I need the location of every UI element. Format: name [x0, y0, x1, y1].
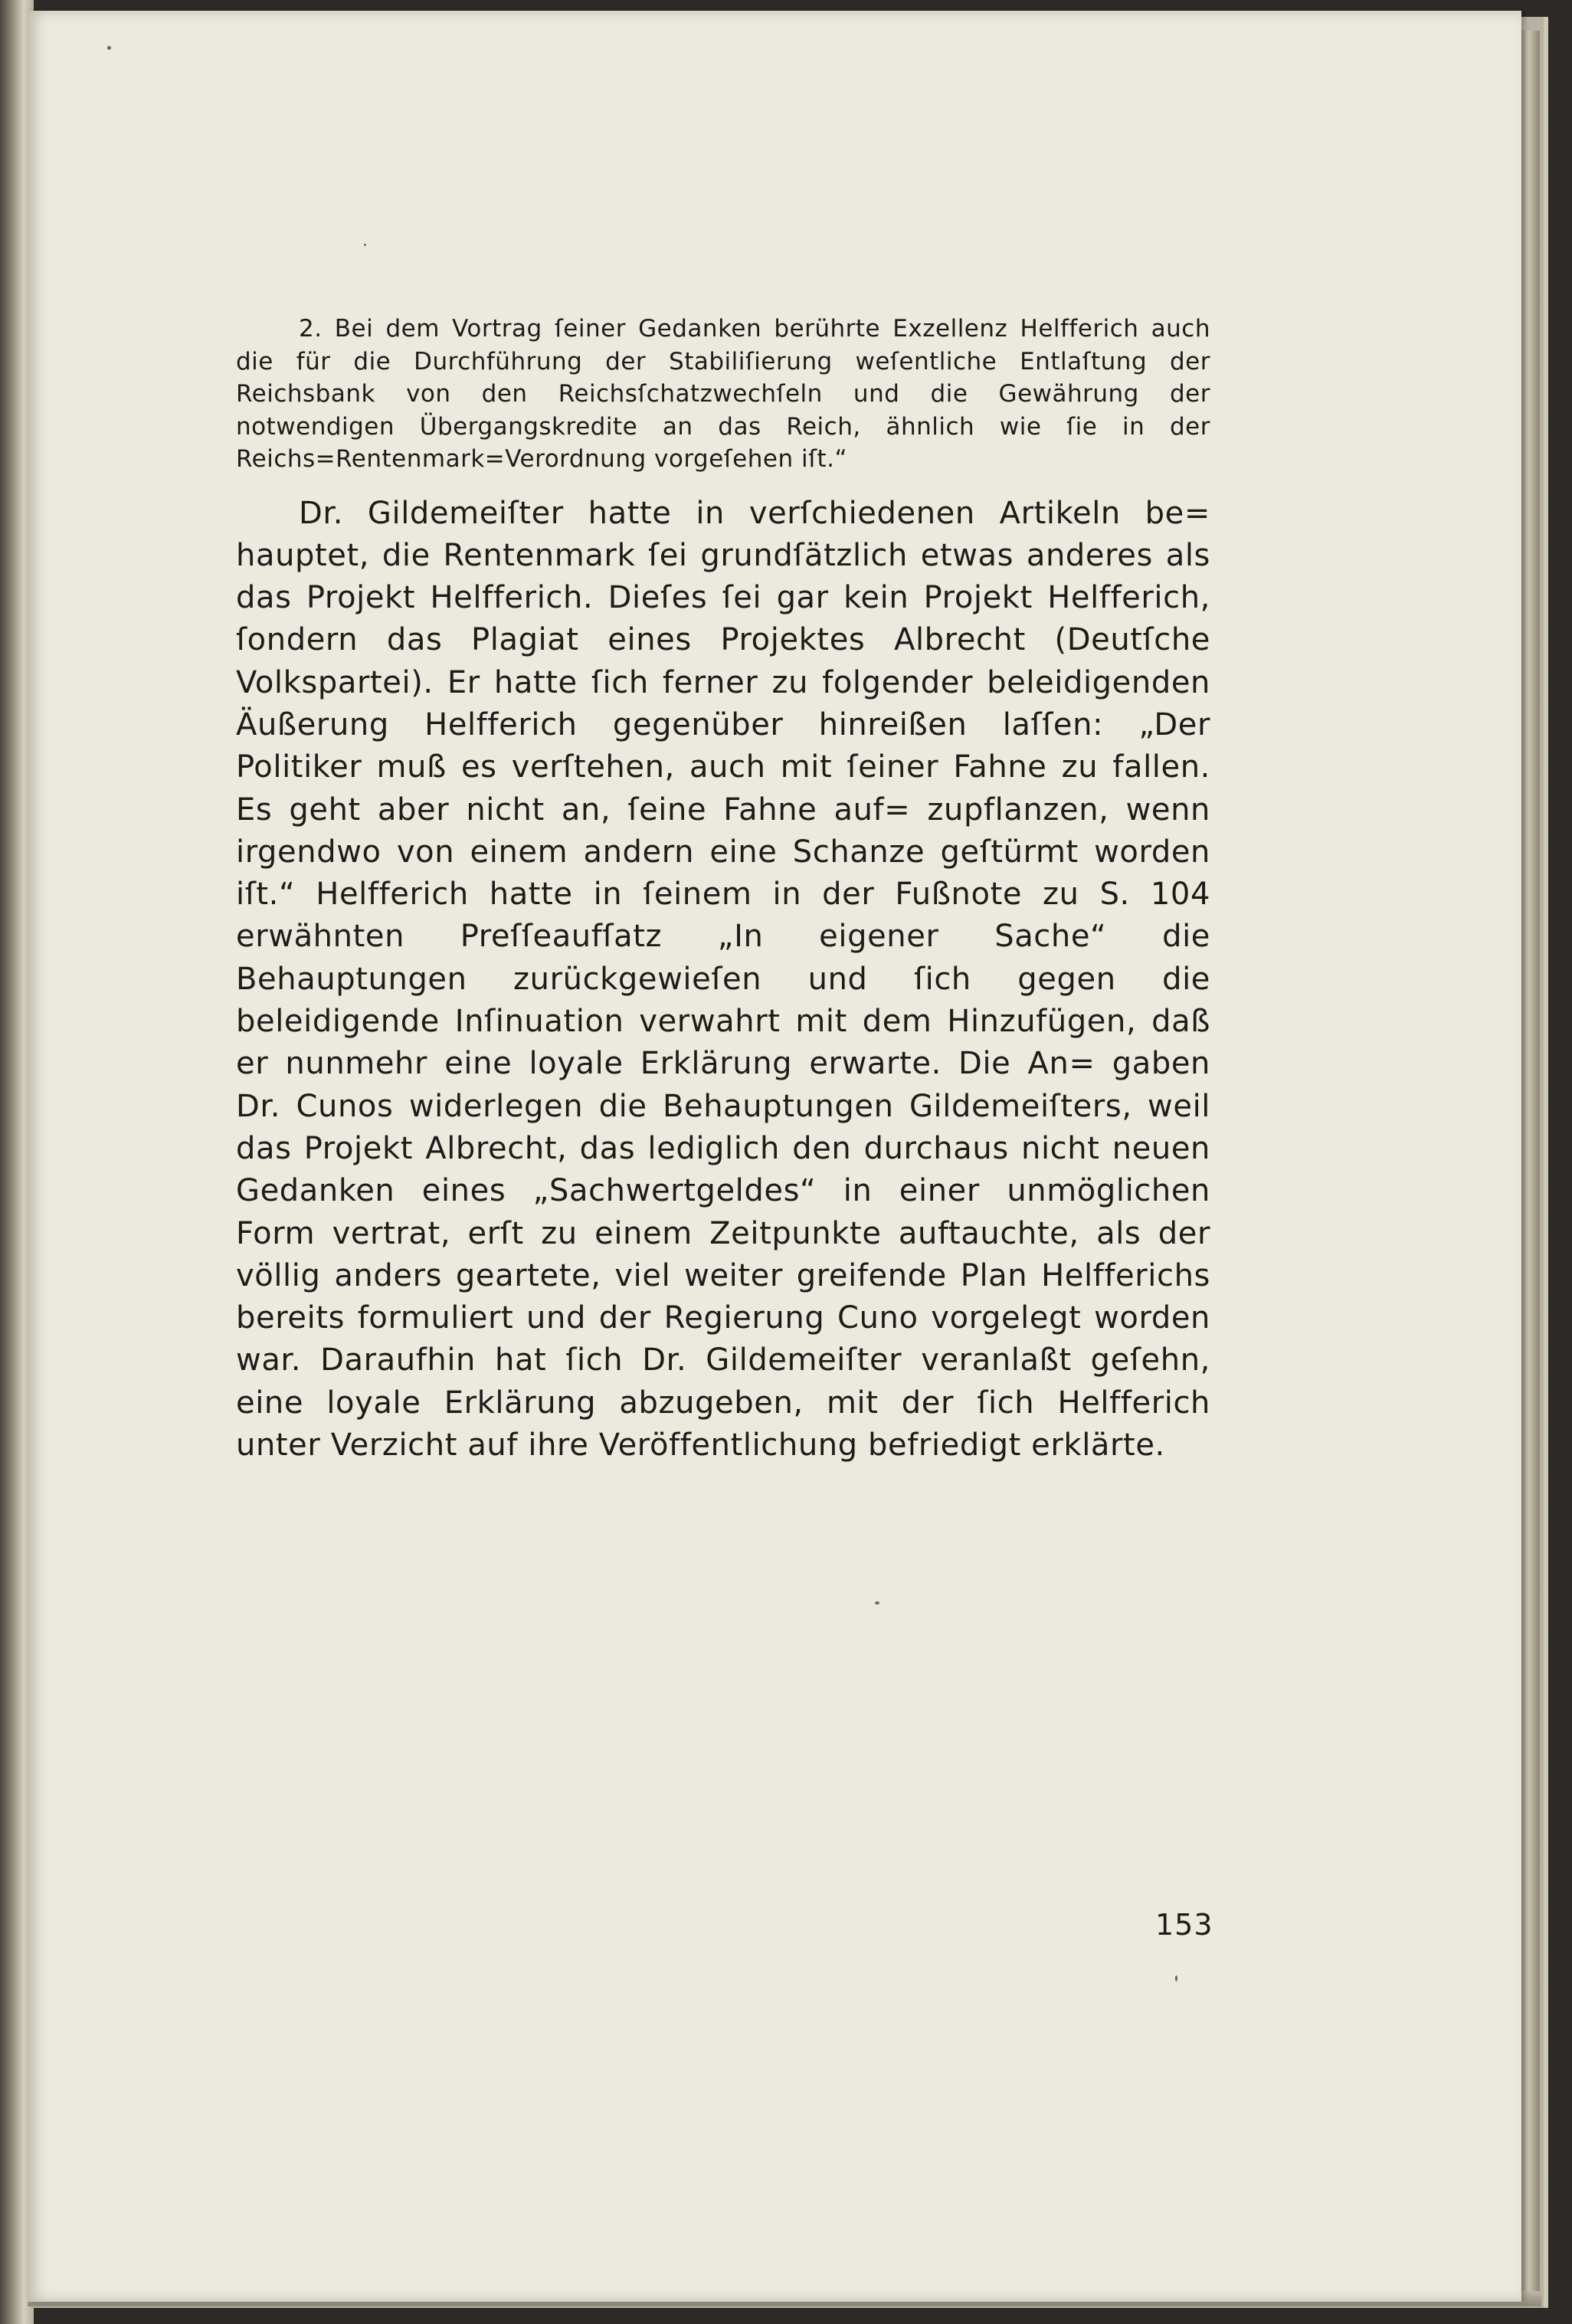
paper-speck — [875, 1601, 879, 1605]
page-body — [236, 313, 1210, 1467]
page-edge-right — [1521, 31, 1540, 2299]
paper-speck — [364, 244, 366, 246]
quote-paragraph-text: 2. Bei dem Vortrag ſeiner Gedanken berührte Exzellenz Helfferich auch die für die Durchführung der Stabiliſierung weſentliche Entlaſtung der Reichsbank von den Reichsſchatzwechſeln und die Gewährung der notwendigen Übergangskredite an das Reich, ähnlich wie ſie in der Reichs=Rentenmark=Verordnung vorgeſehen iſt.“ — [236, 315, 1210, 473]
paper-speck — [1175, 1975, 1177, 1981]
main-paragraph — [236, 493, 1210, 1467]
main-paragraph-text: Dr. Gildemeiſter hatte in verſchiedenen Artikeln be= hauptet, die Rentenmark ſei grundſätzlich etwas anderes als das Projekt Helfferich. Dieſes ſei gar kein Projekt Helfferich, ſondern das Plagiat eines Projektes Albrecht (Deutſche Volkspartei). Er hatte ſich ferner zu folgender beleidigenden Äußerung Helfferich gegenüber hinreißen laſſen: „Der Politiker muß es verſtehen, auch mit ſeiner Fahne zu fallen. Es geht aber nicht an, ſeine Fahne auf= zupflanzen, wenn irgendwo von einem andern eine Schanze geſtürmt worden iſt.“ Helfferich hatte in ſeinem in der Fußnote zu S. 104 erwähnten Preſſeaufſatz „In eigener Sache“ die Behauptungen zurückgewieſen und ſich gegen die beleidigende Inſinuation verwahrt mit dem Hinzufügen, daß er nunmehr eine loyale Erklärung erwarte. Die An= gaben Dr. Cunos widerlegen die Behauptungen Gildemeiſters, weil das Projekt Albrecht, das lediglich den durchaus nicht neuen Gedanken eines „Sachwertgeldes“ in einer unmöglichen Form vertrat, erſt zu einem Zeitpunkte auftauchte, als der völlig anders geartete, viel weiter greifende Plan Helfferichs bereits formuliert und der Regierung Cuno vorgelegt worden war. Daraufhin hat ſich Dr. Gildemeiſter veranlaßt geſehn, eine loyale Erklärung abzugeben, mit der ſich Helfferich unter Verzicht auf ihre Veröffentlichung befriedigt erklärte. — [236, 495, 1210, 1464]
paper-speck — [107, 46, 111, 50]
quote-paragraph — [236, 313, 1210, 476]
page-number: 153 — [1155, 1908, 1213, 1942]
